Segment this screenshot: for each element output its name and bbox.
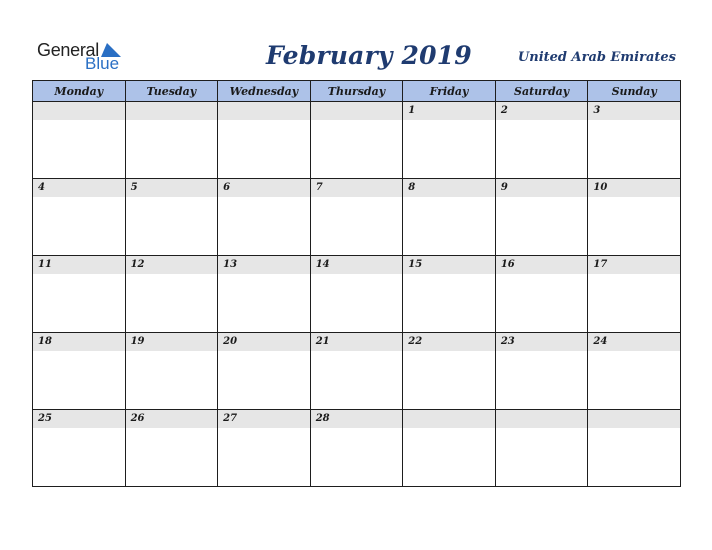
- day-number: 22: [403, 333, 495, 351]
- day-number: 13: [218, 256, 310, 274]
- day-cell: [218, 179, 311, 256]
- day-cell: [495, 256, 588, 333]
- day-number: 7: [311, 179, 403, 197]
- day-cell: [310, 179, 403, 256]
- day-number: 12: [126, 256, 218, 274]
- week-row: [33, 256, 681, 333]
- weekday-header: Monday: [33, 81, 126, 102]
- day-cell: [218, 333, 311, 410]
- day-number: 23: [496, 333, 588, 351]
- day-number: 27: [218, 410, 310, 428]
- day-cell: [33, 333, 126, 410]
- day-number: 4: [33, 179, 125, 197]
- day-cell: [495, 102, 588, 179]
- day-cell: [403, 333, 496, 410]
- day-cell: [403, 102, 496, 179]
- day-number: [33, 102, 125, 120]
- day-cell: [403, 179, 496, 256]
- day-cell: [33, 179, 126, 256]
- day-cell: [495, 410, 588, 487]
- day-number: [496, 410, 588, 428]
- day-number: 17: [588, 256, 680, 274]
- day-number: 10: [588, 179, 680, 197]
- country-label: United Arab Emirates: [517, 50, 676, 65]
- day-cell: [125, 102, 218, 179]
- weekday-header: Wednesday: [218, 81, 311, 102]
- day-cell: [495, 179, 588, 256]
- day-cell: [310, 102, 403, 179]
- day-number: 11: [33, 256, 125, 274]
- day-cell: [403, 256, 496, 333]
- day-number: [403, 410, 495, 428]
- day-cell: [310, 333, 403, 410]
- weekday-header: Saturday: [495, 81, 588, 102]
- day-number: 2: [496, 102, 588, 120]
- day-number: 18: [33, 333, 125, 351]
- day-cell: [403, 410, 496, 487]
- day-number: 25: [33, 410, 125, 428]
- day-number: 20: [218, 333, 310, 351]
- day-cell: [125, 179, 218, 256]
- day-number: 3: [588, 102, 680, 120]
- day-cell: [588, 256, 681, 333]
- generalblue-logo: [37, 40, 127, 74]
- day-cell: [310, 256, 403, 333]
- day-cell: [33, 410, 126, 487]
- day-number: 15: [403, 256, 495, 274]
- day-number: 26: [126, 410, 218, 428]
- weekday-header: Thursday: [310, 81, 403, 102]
- day-number: 16: [496, 256, 588, 274]
- day-cell: [588, 102, 681, 179]
- page-title: February 2019: [266, 41, 472, 70]
- week-row: [33, 179, 681, 256]
- day-cell: [218, 256, 311, 333]
- day-cell: [588, 410, 681, 487]
- day-cell: [495, 333, 588, 410]
- weekday-header-row: [33, 81, 681, 102]
- logo-blue-text: Blue: [85, 54, 120, 73]
- day-number: [588, 410, 680, 428]
- day-cell: [125, 410, 218, 487]
- calendar-grid: [32, 80, 681, 487]
- day-cell: [218, 102, 311, 179]
- day-number: 5: [126, 179, 218, 197]
- week-row: [33, 102, 681, 179]
- day-number: [218, 102, 310, 120]
- week-row: [33, 333, 681, 410]
- logo-general-text: General: [37, 40, 99, 60]
- day-number: 19: [126, 333, 218, 351]
- day-number: 6: [218, 179, 310, 197]
- day-cell: [33, 256, 126, 333]
- week-row: [33, 410, 681, 487]
- day-cell: [218, 410, 311, 487]
- day-cell: [125, 333, 218, 410]
- weekday-header: Tuesday: [125, 81, 218, 102]
- day-number: 14: [311, 256, 403, 274]
- day-number: [126, 102, 218, 120]
- day-number: 28: [311, 410, 403, 428]
- day-number: 1: [403, 102, 495, 120]
- day-cell: [125, 256, 218, 333]
- day-number: 21: [311, 333, 403, 351]
- day-number: 24: [588, 333, 680, 351]
- day-cell: [310, 410, 403, 487]
- day-number: 8: [403, 179, 495, 197]
- day-cell: [588, 179, 681, 256]
- weekday-header: Sunday: [588, 81, 681, 102]
- day-number: [311, 102, 403, 120]
- weekday-header: Friday: [403, 81, 496, 102]
- day-cell: [33, 102, 126, 179]
- day-number: 9: [496, 179, 588, 197]
- day-cell: [588, 333, 681, 410]
